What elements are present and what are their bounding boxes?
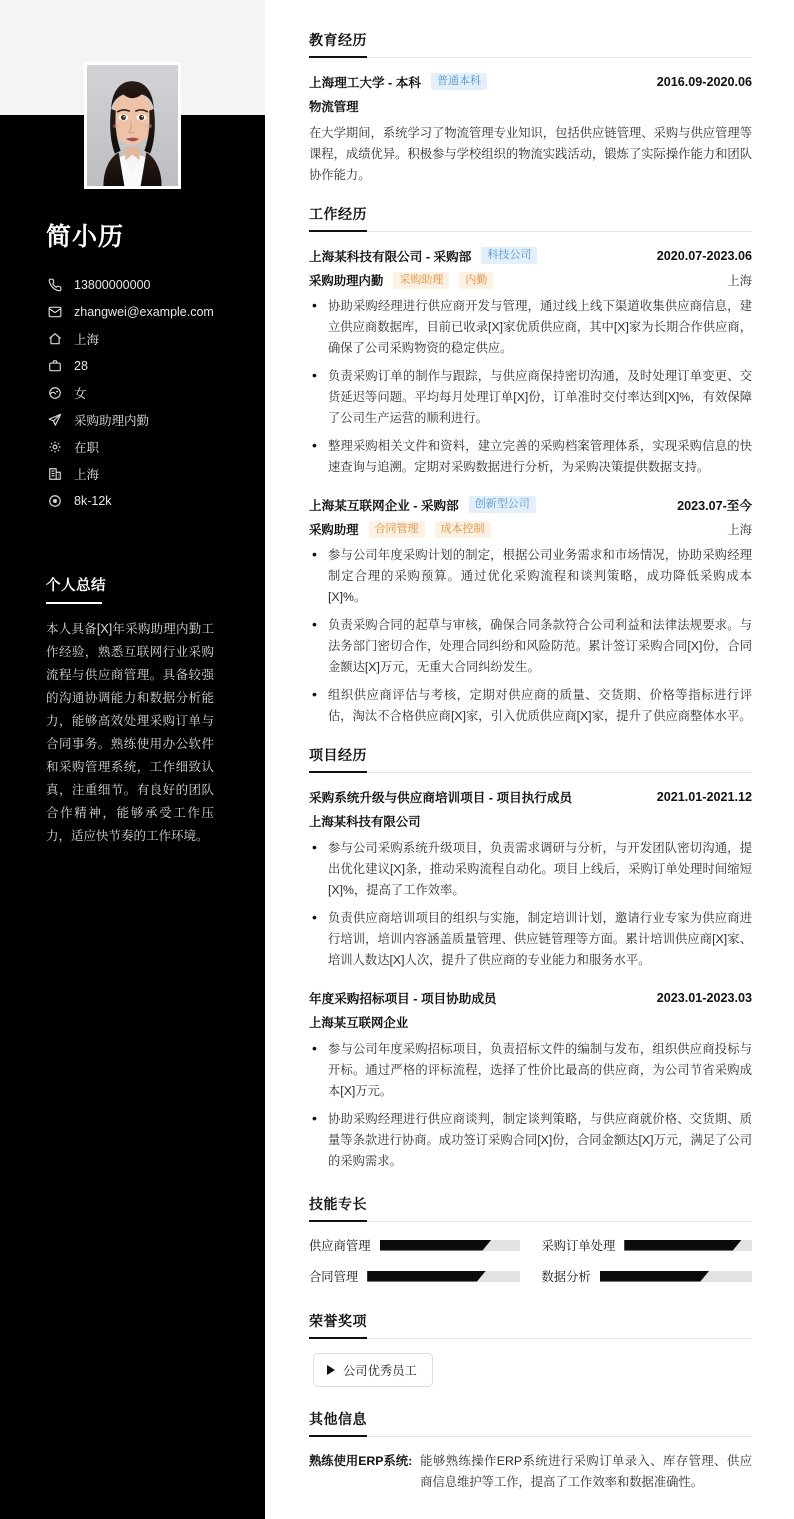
section-header-projects: [309, 745, 752, 773]
education-entry-header: [309, 72, 752, 91]
paper-plane-icon: [46, 411, 63, 428]
skill-label: 采购订单处理: [541, 1239, 616, 1253]
work-role: 采购助理内勤: [309, 274, 384, 288]
section-skills: [309, 1194, 752, 1285]
work-company: 上海某科技有限公司 - 采购部: [309, 250, 472, 264]
work-entry-header: [309, 495, 752, 514]
work-role-row: [309, 271, 752, 289]
section-rule: [309, 231, 752, 232]
skill-label: 供应商管理: [309, 1239, 371, 1253]
contact-item-status: [46, 433, 265, 460]
project-bullet: • 参与公司采购系统升级项目，负责需求调研与分析，与开发团队密切沟通，提出优化建议[X]条，推动采购流程自动化。项目上线后，采购订单处理时间缩短[X]%，提高了工作效率。: [309, 838, 752, 901]
education-school: 上海理工大学 - 本科: [309, 76, 421, 90]
project-date: 2021.01-2021.12: [656, 789, 752, 804]
work-bullet: • 协助采购经理进行供应商开发与管理，通过线上线下渠道收集供应商信息，建立供应商数据库，目前已收录[X]家优质供应商，其中[X]家为长期合作供应商，确保了公司采购物资的稳定供应。: [309, 296, 752, 359]
work-location: 上海: [727, 274, 752, 288]
work-role-row: [309, 520, 752, 538]
personal-summary-title: 个人总结: [46, 578, 106, 594]
section-title-honors: 荣誉奖项: [309, 1311, 367, 1339]
project-bullets: [309, 1039, 752, 1172]
section-rule: [309, 57, 752, 58]
contact-value-phone: 13800000000: [74, 277, 151, 292]
main-content: [265, 0, 794, 1519]
skill-progress-fill: [367, 1271, 486, 1282]
contact-value-city: 上海: [74, 332, 100, 347]
project-org: 上海某科技有限公司: [309, 815, 421, 829]
section-other: [309, 1409, 752, 1493]
work-bullet: • 负责采购合同的起草与审核，确保合同条款符合公司利益和法律法规要求。与法务部门密切合作，处理合同纠纷和风险防范。累计签订采购合同[X]份，合同金额达[X]万元，无重大合同纠纷发生。: [309, 615, 752, 678]
contact-value-workplace: 上海: [74, 467, 100, 482]
section-title-projects: 项目经历: [309, 745, 367, 773]
skill-item: [542, 1267, 753, 1285]
section-header-work: [309, 204, 752, 232]
envelope-icon: [46, 303, 63, 320]
avatar-wrapper: [0, 0, 265, 189]
honors-list: [313, 1353, 752, 1387]
work-role: 采购助理: [309, 523, 359, 537]
project-title: 采购系统升级与供应商培训项目 - 项目执行成员: [309, 791, 573, 805]
education-date: 2016.09-2020.06: [656, 74, 752, 89]
sidebar: [0, 0, 265, 1519]
section-projects: [309, 745, 752, 1172]
contact-item-email: [46, 298, 265, 325]
gear-icon: [46, 438, 63, 455]
project-entry-header: [309, 988, 752, 1007]
home-icon: [46, 330, 63, 347]
contact-item-age: [46, 352, 265, 379]
work-entry-header: [309, 246, 752, 265]
other-info-value: 能够熟练操作ERP系统进行采购订单录入、库存管理、供应商信息维护等工作，提高了工作效率和数据准确性。: [420, 1454, 752, 1489]
work-bullet: • 组织供应商评估与考核，定期对供应商的质量、交货期、价格等指标进行评估，淘汰不合格供应商[X]家，引入优质供应商[X]家，提升了供应商整体水平。: [309, 685, 752, 727]
contact-value-status: 在职: [74, 440, 100, 455]
project-date: 2023.01-2023.03: [656, 990, 752, 1005]
skill-item: [309, 1236, 520, 1254]
work-entry: [309, 495, 752, 727]
work-date: 2020.07-2023.06: [656, 248, 752, 263]
work-company-tag: 科技公司: [481, 247, 537, 264]
work-bullets: [309, 545, 752, 727]
work-company: 上海某互联网企业 - 采购部: [309, 499, 459, 513]
work-entry: [309, 246, 752, 478]
contact-value-position: 采购助理内勤: [74, 413, 150, 428]
gender-icon: [46, 384, 63, 401]
section-header-other: [309, 1409, 752, 1437]
project-org: 上海某互联网企业: [309, 1016, 409, 1030]
target-icon: [46, 492, 63, 509]
candidate-name: 简小历: [46, 223, 125, 251]
contact-item-workplace: [46, 460, 265, 487]
skill-progress-track: [367, 1271, 519, 1282]
work-bullet: • 参与公司年度采购计划的制定，根据公司业务需求和市场情况，协助采购经理制定合理的采购预算。通过优化采购流程和谈判策略，成功降低采购成本[X]%。: [309, 545, 752, 608]
section-honors: [309, 1311, 752, 1387]
education-description: 在大学期间，系统学习了物流管理专业知识，包括供应链管理、采购与供应管理等课程，成绩优异。积极参与学校组织的物流实践活动，锻炼了实际操作能力和团队协作能力。: [309, 126, 752, 182]
work-bullet: • 整理采购相关文件和资料，建立完善的采购档案管理体系，实现采购信息的快速查询与追溯。定期对采购数据进行分析，为采购决策提供数据支持。: [309, 436, 752, 478]
section-header-skills: [309, 1194, 752, 1222]
skill-progress-track: [380, 1240, 520, 1251]
work-role-tag: 采购助理: [393, 272, 449, 289]
skill-label: 数据分析: [541, 1270, 591, 1284]
play-triangle-icon: [327, 1365, 335, 1375]
project-bullet: • 负责供应商培训项目的组织与实施，制定培训计划，邀请行业专家为供应商进行培训，培训内容涵盖质量管理、供应链管理等方面。累计培训供应商[X]家、培训人数达[X]人次，提升了供应商的专业能力和服务水平。: [309, 908, 752, 971]
work-role-tag: 合同管理: [369, 521, 425, 538]
personal-summary-underline: [46, 602, 102, 604]
education-tag: 普通本科: [431, 73, 487, 90]
avatar: [84, 62, 181, 189]
project-entry-header: [309, 787, 752, 806]
work-bullet: • 负责采购订单的制作与跟踪，与供应商保持密切沟通，及时处理订单变更、交货延迟等问题。平均每月处理订单[X]份，订单准时交付率达到[X]%，有效保障了公司生产运营的顺利进行。: [309, 366, 752, 429]
work-location: 上海: [727, 523, 752, 537]
contact-item-position: [46, 406, 265, 433]
section-header-honors: [309, 1311, 752, 1339]
personal-summary-body: 本人具备[X]年采购助理内勤工作经验，熟悉互联网行业采购流程与供应商管理。具备较强的沟通协调能力和数据分析能力，能够高效处理采购订单与合同事务。熟练使用办公软件和采购管理系统，工作细致认真，注重细节。有良好的团队合作精神，能够承受工作压力，适应快节奏的工作环境。: [46, 622, 214, 843]
contact-item-phone: [46, 271, 265, 298]
other-info-key: 熟练使用ERP系统:: [309, 1454, 413, 1468]
work-company-tag: 创新型公司: [469, 496, 536, 513]
contact-item-city: [46, 325, 265, 352]
contact-value-age: 28: [74, 358, 88, 373]
contact-value-email: zhangwei@example.com: [74, 304, 214, 319]
work-date: 2023.07-至今: [677, 499, 752, 513]
project-bullet: • 参与公司年度采购招标项目，负责招标文件的编制与发布，组织供应商投标与开标。通过严格的评标流程，选择了性价比最高的供应商，为公司节省采购成本[X]万元。: [309, 1039, 752, 1102]
section-header-education: [309, 30, 752, 58]
work-role-tag: 成本控制: [435, 521, 491, 538]
contact-value-salary: 8k-12k: [74, 493, 112, 508]
contact-value-gender: 女: [74, 386, 87, 401]
skill-item: [309, 1267, 520, 1285]
education-entry: [309, 72, 752, 186]
project-entry: [309, 787, 752, 971]
section-title-education: 教育经历: [309, 30, 367, 58]
section-title-work: 工作经历: [309, 204, 367, 232]
project-title: 年度采购招标项目 - 项目协助成员: [309, 992, 497, 1006]
skill-item: [542, 1236, 753, 1254]
section-rule: [309, 1338, 752, 1339]
skill-progress-track: [624, 1240, 752, 1251]
project-bullets: [309, 838, 752, 971]
skill-progress-track: [600, 1271, 752, 1282]
skill-progress-fill: [624, 1240, 741, 1251]
section-rule: [309, 772, 752, 773]
section-education: [309, 30, 752, 186]
skill-progress-fill: [600, 1271, 710, 1282]
honor-badge[interactable]: [313, 1353, 433, 1387]
project-entry: [309, 988, 752, 1172]
work-role-tag: 内勤: [459, 272, 493, 289]
section-rule: [309, 1221, 752, 1222]
section-work: [309, 204, 752, 727]
work-bullets: [309, 296, 752, 478]
education-major: 物流管理: [309, 100, 359, 114]
honor-label: 公司优秀员工: [343, 1364, 417, 1378]
phone-icon: [46, 276, 63, 293]
skill-progress-fill: [380, 1240, 492, 1251]
contact-item-salary: [46, 487, 265, 514]
section-title-other: 其他信息: [309, 1409, 367, 1437]
skills-grid: [309, 1236, 752, 1285]
contact-list: [46, 271, 265, 514]
project-bullet: • 协助采购经理进行供应商谈判，制定谈判策略，与供应商就价格、交货期、质量等条款进行协商。成功签订采购合同[X]份，合同金额达[X]万元，满足了公司的采购需求。: [309, 1109, 752, 1172]
contact-item-gender: [46, 379, 265, 406]
other-info-row: [309, 1451, 752, 1493]
personal-summary-section: [46, 574, 214, 848]
section-title-skills: 技能专长: [309, 1194, 367, 1222]
briefcase-icon: [46, 357, 63, 374]
building-icon: [46, 465, 63, 482]
section-rule: [309, 1436, 752, 1437]
skill-label: 合同管理: [309, 1270, 359, 1284]
